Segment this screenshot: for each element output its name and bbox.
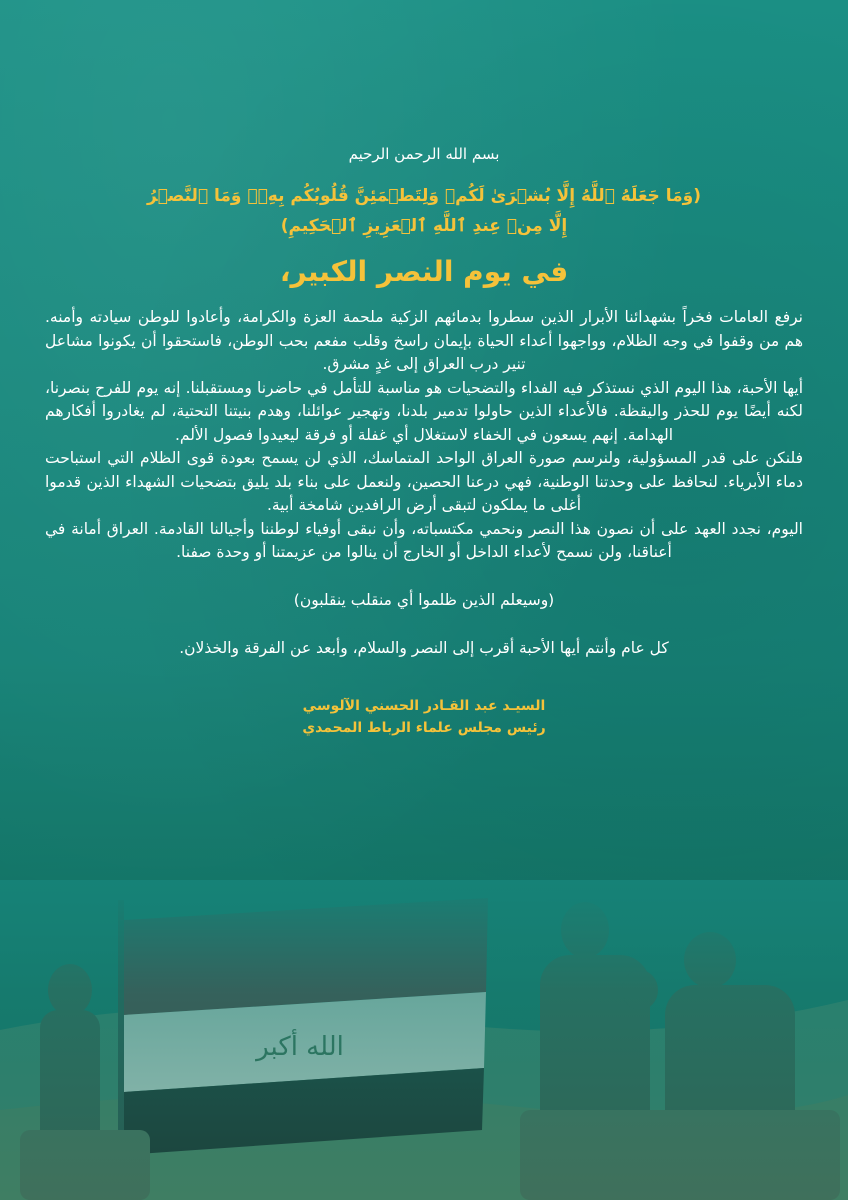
- soldiers-with-flag-photo: [0, 880, 848, 1200]
- paragraph-3: فلنكن على قدر المسؤولية، ولنرسم صورة العراق الواحد المتماسك، الذي لن يسمح بعودة قوى الظلام التي استباحت دماء الأبرياء. لنحافظ على وحدتنا الوطنية، فهي درعنا الحصين، ولنعمل على بناء بلد يليق بتضحيات الشهداء الذين قدموا أغلى ما يملكون لتبقى أرض الرافدين شامخة أبية.: [45, 449, 803, 514]
- basmala: بسم الله الرحمن الرحيم: [348, 145, 500, 163]
- signatory-title: رئيس مجلس علماء الرباط المحمدي: [302, 719, 546, 736]
- statement: [45, 145, 803, 739]
- quran-verse: [45, 181, 803, 241]
- verse-line-2: إِلَّا مِنۡ عِندِ ٱللَّهِ ٱلۡعَزِيزِ ٱلۡحَكِيمِ): [280, 216, 568, 236]
- signature-block: [45, 695, 803, 739]
- headline: في يوم النصر الكبير،: [279, 255, 569, 288]
- paragraph-1: نرفع العامات فخراً بشهدائنا الأبرار الذين سطروا بدمائهم الزكية ملحمة العزة والكرامة، وأعادوا للوطن سيادته وأمنه. هم من وقفوا في وجه الظلام، وواجهوا أعداء الحياة بإيمان راسخ وقلب مفعم بحب الوطن، فاستحقوا أن يكونوا مشاعل تنير درب العراق إلى غدٍ مشرق.: [45, 308, 803, 373]
- signatory-name: السيـد عبد القـادر الحسني الآلوسي: [302, 697, 546, 714]
- paragraph-4: اليوم، نجدد العهد على أن نصون هذا النصر ونحمي مكتسباته، وأن نبقى أوفياء لوطننا وأجيالنا القادمة. العراق أمانة في أعناقنا، ولن نسمح لأعداء الداخل أو الخارج أن ينالوا من عزيمتنا أو وحدة صفنا.: [45, 519, 803, 561]
- paragraph-2: أيها الأحبة، هذا اليوم الذي نستذكر فيه الفداء والتضحيات هو مناسبة للتأمل في حاضرنا ومستقبلنا. إنه يوم للفرح بنصرنا، لكنه أيضًا يوم للحذر واليقظة. فالأعداء الذين حاولوا تدمير بلدنا، وتهجير عوائلنا، وهدم بنيتنا التحتية، لم يغادروا أفكارهم الهدامة. إنهم يسعون في الخفاء لاستغلال أي غفلة أو فرقة ليعيدوا فصول الألم.: [45, 378, 803, 444]
- closing-wishes: كل عام وأنتم أيها الأحبة أقرب إلى النصر والسلام، وأبعد عن الفرقة والخذلان.: [179, 638, 669, 657]
- closing-verse: (وسيعلم الذين ظلموا أي منقلب ينقلبون): [293, 590, 555, 609]
- verse-line-1: (وَمَا جَعَلَهُ ٱللَّهُ إِلَّا بُشۡرَىٰ لَكُمۡ وَلِتَطۡمَئِنَّ قُلُوبُكُم بِهِۦۗ وَمَا ٱلنَّصۡرُ: [147, 186, 701, 206]
